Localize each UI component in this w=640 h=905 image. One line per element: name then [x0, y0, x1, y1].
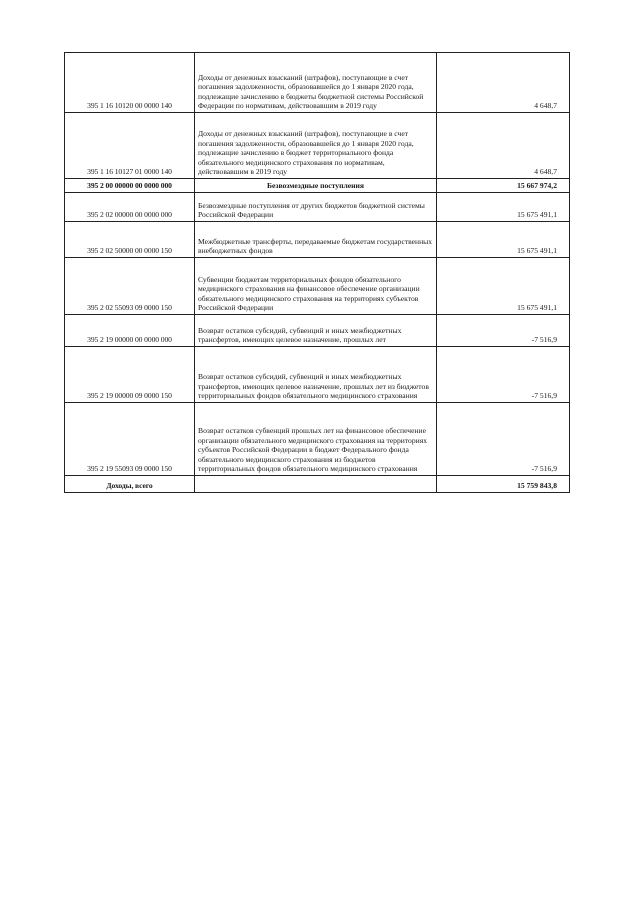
table-row	[65, 113, 570, 179]
budget-code: 395 2 02 55093 09 0000 150	[65, 258, 195, 315]
income-amount: 15 667 974,2	[437, 179, 570, 193]
income-name: Возврат остатков субвенций прошлых лет на финансовое обеспечение организации обязательного медицинского страхования на территориях субъектов Российской Федерации в бюджет Федерального фонда обязательного медицинского страхования из бюджетов территориальных фондов обязательного медицинского страхования	[195, 403, 437, 476]
total-amount: 15 759 843,8	[437, 476, 570, 493]
income-amount: 15 675 491,1	[437, 258, 570, 315]
income-name: Межбюджетные трансферты, передаваемые бюджетам государственных внебюджетных фондов	[195, 222, 437, 258]
table-row	[65, 222, 570, 258]
income-amount: -7 516,9	[437, 315, 570, 347]
total-empty-cell	[195, 476, 437, 493]
table-row	[65, 347, 570, 403]
budget-code: 395 1 16 10120 00 0000 140	[65, 53, 195, 113]
income-name: Возврат остатков субсидий, субвенций и иных межбюджетных трансфертов, имеющих целевое назначение, прошлых лет	[195, 315, 437, 347]
revenue-table	[64, 52, 570, 493]
total-row	[65, 476, 570, 493]
income-amount: 15 675 491,1	[437, 222, 570, 258]
total-label: Доходы, всего	[65, 476, 195, 493]
table-row	[65, 179, 570, 193]
income-name: Доходы от денежных взысканий (штрафов), поступающие в счет погашения задолженности, образовавшейся до 1 января 2020 года, подлежащие зачислению в бюджет территориального фонда обязательного медицинского страхования по нормативам, действовавшим в 2019 году	[195, 113, 437, 179]
budget-code: 395 2 00 00000 00 0000 000	[65, 179, 195, 193]
budget-code: 395 2 02 00000 00 0000 000	[65, 193, 195, 222]
income-amount: 4 648,7	[437, 53, 570, 113]
income-amount: -7 516,9	[437, 347, 570, 403]
income-name: Доходы от денежных взысканий (штрафов), поступающие в счет погашения задолженности, образовавшейся до 1 января 2020 года, подлежащие зачислению в бюджеты бюджетной системы Российской Федерации по нормативам, действовавшим в 2019 году	[195, 53, 437, 113]
income-name: Субвенции бюджетам территориальных фондов обязательного медицинского страхования на финансовое обеспечение организации обязательного медицинского страхования на территориях субъектов Российской Федерации	[195, 258, 437, 315]
table-row	[65, 315, 570, 347]
table-row	[65, 193, 570, 222]
income-name: Безвозмездные поступления от других бюджетов бюджетной системы Российской Федерации	[195, 193, 437, 222]
income-name: Безвозмездные поступления	[195, 179, 437, 193]
income-amount: 15 675 491,1	[437, 193, 570, 222]
income-amount: 4 648,7	[437, 113, 570, 179]
table-row	[65, 258, 570, 315]
income-amount: -7 516,9	[437, 403, 570, 476]
budget-code: 395 2 19 00000 09 0000 150	[65, 347, 195, 403]
budget-code: 395 1 16 10127 01 0000 140	[65, 113, 195, 179]
table-row	[65, 403, 570, 476]
income-name: Возврат остатков субсидий, субвенций и иных межбюджетных трансфертов, имеющих целевое назначение, прошлых лет из бюджетов территориальных фондов обязательного медицинского страхования	[195, 347, 437, 403]
table-row	[65, 53, 570, 113]
budget-code: 395 2 19 00000 00 0000 000	[65, 315, 195, 347]
budget-code: 395 2 02 50000 00 0000 150	[65, 222, 195, 258]
budget-code: 395 2 19 55093 09 0000 150	[65, 403, 195, 476]
